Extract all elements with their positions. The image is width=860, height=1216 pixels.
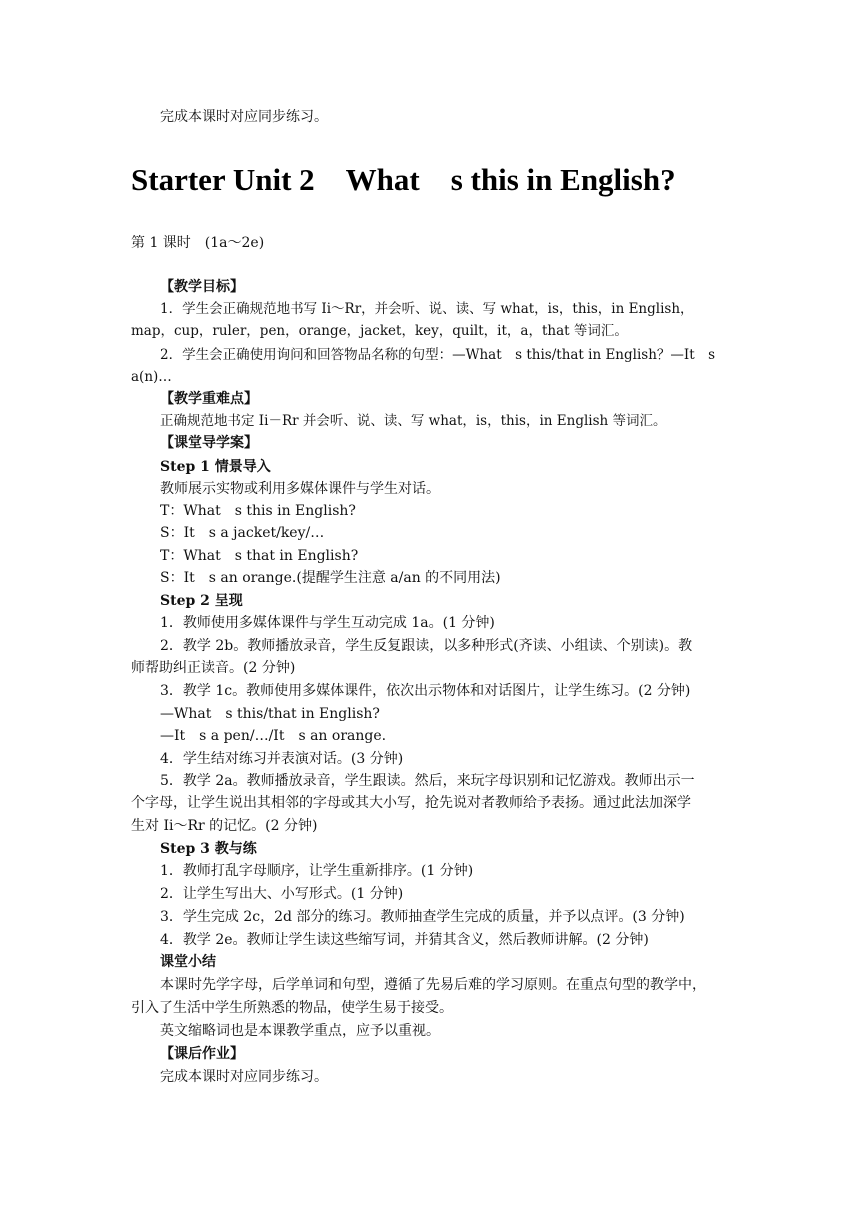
step-1-intro: 教师展示实物或利用多媒体课件与学生对话。	[160, 481, 440, 497]
dialogue-line: S：It s an orange.(提醒学生注意 a/an 的不同用法)	[160, 570, 501, 586]
step-2-item-5-line-2: 个字母，让学生说出其相邻的字母或其大小写，抢先说对者教师给予表扬。通过此法加深学	[131, 795, 691, 811]
step-2-item-5-line-3: 生对 Ii～Rr 的记忆。(2 分钟)	[131, 818, 318, 834]
goal-1-line-2: map，cup，ruler，pen，orange，jacket，key，quilt，it，a，that 等词汇。	[131, 323, 628, 339]
step-2-item-2-line-2: 师帮助纠正读音。(2 分钟)	[131, 660, 296, 676]
goal-2-line-2: a(n)…	[131, 369, 172, 385]
guide-heading: 【课堂导学案】	[160, 435, 258, 451]
summary-line-1: 本课时先学字母，后学单词和句型，遵循了先易后难的学习原则。在重点句型的教学中，	[160, 977, 706, 993]
step-2-item-2-line-1: 2．教学 2b。教师播放录音，学生反复跟读，以多种形式(齐读、小组读、个别读)。教	[160, 638, 693, 654]
key-points-text: 正确规范地书定 Ii－Rr 并会听、说、读、写 what，is，this，in English 等词汇。	[160, 413, 667, 429]
goals-heading: 【教学目标】	[160, 279, 244, 295]
goal-2-line-1: 2．学生会正确使用询问和回答物品名称的句型：—What s this/that in English？—It s	[160, 347, 716, 363]
step-2-answer: —It s a pen/…/It s an orange.	[160, 728, 387, 744]
unit-title: Starter Unit 2 What s this in English?	[131, 162, 676, 197]
summary-line-2: 引入了生活中学生所熟悉的物品，使学生易于接受。	[131, 1000, 453, 1016]
top-note: 完成本课时对应同步练习。	[160, 109, 328, 125]
homework-text: 完成本课时对应同步练习。	[160, 1069, 328, 1085]
step-2-item-1: 1．教师使用多媒体课件与学生互动完成 1a。(1 分钟)	[160, 615, 495, 631]
step-3-item-4: 4．教学 2e。教师让学生读这些缩写词，并猜其含义，然后教师讲解。(2 分钟)	[160, 932, 649, 948]
dialogue-line: S：It s a jacket/key/…	[160, 525, 325, 541]
step-2-item-4: 4．学生结对练习并表演对话。(3 分钟)	[160, 751, 404, 767]
dialogue-line: T：What s that in English?	[160, 548, 359, 564]
dialogue-line: T：What s this in English?	[160, 503, 356, 519]
key-points-heading: 【教学重难点】	[160, 391, 258, 407]
step-2-heading: Step 2 呈现	[160, 593, 243, 609]
step-2-question: —What s this/that in English?	[160, 706, 380, 722]
homework-heading: 【课后作业】	[160, 1046, 244, 1062]
step-2-item-5-line-1: 5．教学 2a。教师播放录音，学生跟读。然后，来玩字母识别和记忆游戏。教师出示一	[160, 773, 695, 789]
summary-line-3: 英文缩略词也是本课教学重点，应予以重视。	[160, 1023, 440, 1039]
step-3-item-3: 3．学生完成 2c，2d 部分的练习。教师抽查学生完成的质量，并予以点评。(3 分钟)	[160, 909, 685, 925]
step-1-heading: Step 1 情景导入	[160, 459, 271, 475]
step-3-item-2: 2．让学生写出大、小写形式。(1 分钟)	[160, 886, 404, 902]
step-2-item-3: 3．教学 1c。教师使用多媒体课件，依次出示物体和对话图片，让学生练习。(2 分钟)	[160, 683, 691, 699]
summary-heading: 课堂小结	[160, 954, 216, 970]
lesson-label: 第 1 课时 (1a～2e)	[131, 235, 265, 251]
step-3-item-1: 1．教师打乱字母顺序，让学生重新排序。(1 分钟)	[160, 863, 474, 879]
goal-1-line-1: 1．学生会正确规范地书写 Ii～Rr，并会听、说、读、写 what，is，this，in English，	[160, 301, 694, 317]
step-3-heading: Step 3 教与练	[160, 841, 257, 857]
